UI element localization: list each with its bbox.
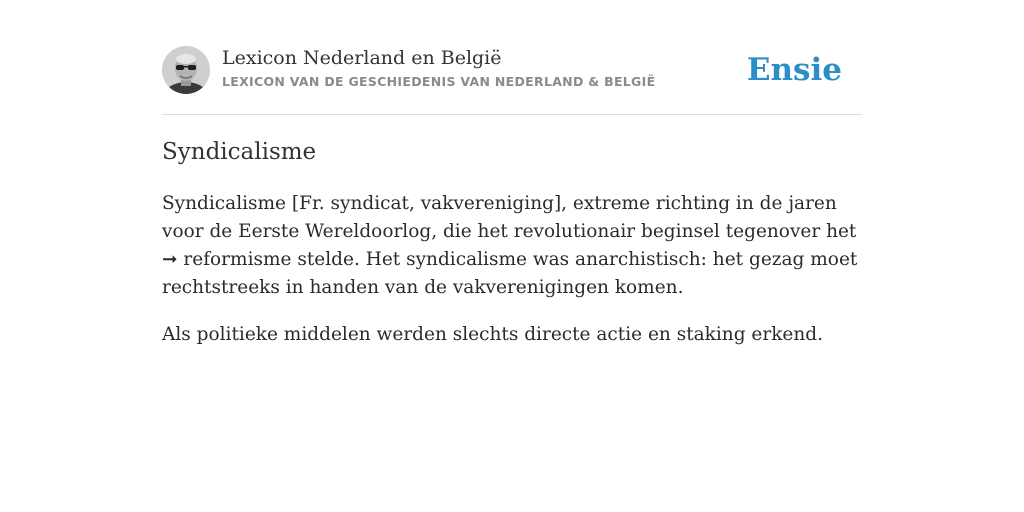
page-container [162,0,862,512]
reformisme-cross-reference-link[interactable] [162,249,291,270]
avatar-image [162,46,210,94]
lexicon-title-block [222,46,655,90]
ensie-logo-link[interactable]: Ensie [746,52,842,88]
paragraph-1-text-start: Syndicalisme [Fr. syndicat, vakvereniging], extreme richting in de jaren voor de Eerste Wereldoorlog, die het revolutionair beginsel tegenover het [162,193,857,242]
arrow-right-icon: ➞ [162,249,178,270]
cross-reference-label: reformisme [183,249,292,270]
entry-paragraph-1 [162,190,862,302]
entry-paragraph-2: Als politieke middelen werden slechts directe actie en staking erkend. [162,324,824,345]
lexicon-header [162,46,862,115]
author-avatar[interactable] [162,46,210,94]
entry-body [162,190,862,368]
paragraph-1-text-end: stelde. Het syndicalisme was anarchistisch: het gezag moet rechtstreeks in handen van de vakverenigingen komen. [162,249,858,298]
lexicon-subtitle: LEXICON VAN DE GESCHIEDENIS VAN NEDERLAND & BELGIË [222,74,656,89]
entry-title: Syndicalisme [162,139,317,165]
lexicon-name-link[interactable]: Lexicon Nederland en België [222,47,502,69]
